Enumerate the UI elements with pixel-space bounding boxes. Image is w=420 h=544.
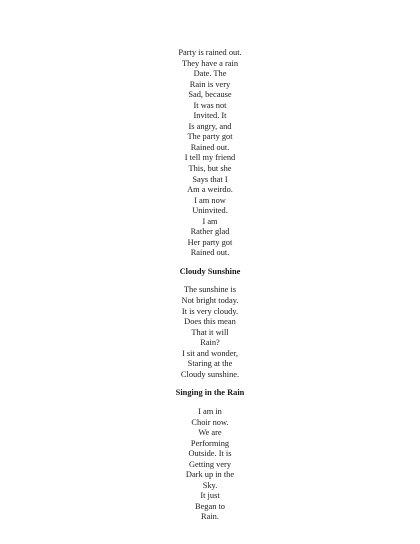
- poem-line: They have a rain: [181, 58, 239, 68]
- poem-column: [110, 48, 310, 523]
- poem-line: Her party got: [187, 237, 233, 247]
- poem-line: We are: [198, 428, 222, 438]
- poem-singing-in-the-rain: [110, 407, 310, 523]
- poem-line: The party got: [187, 132, 233, 142]
- poem-line: I am: [202, 216, 218, 226]
- poem-line: I sit and wonder,: [182, 348, 238, 358]
- poem-line: Sky.: [202, 480, 218, 490]
- poem-title-cloudy-sunshine: Cloudy Sunshine: [179, 266, 241, 276]
- poem-line: Am a weirdo.: [187, 185, 233, 195]
- poem-line: Rain?: [200, 338, 220, 348]
- poem-line: Staring at the: [187, 359, 233, 369]
- poem-line: Rain.: [201, 512, 219, 522]
- poem-line: I am now: [194, 195, 226, 205]
- poem-line: Getting very: [188, 459, 232, 469]
- poem-cloudy-sunshine: [110, 285, 310, 380]
- poem-line: It is very cloudy.: [181, 306, 239, 316]
- poem-line: The sunshine is: [183, 285, 237, 295]
- poem-line: Rained out.: [190, 142, 230, 152]
- poem-line: This, but she: [188, 164, 232, 174]
- poem-line: Dark up in the: [185, 470, 235, 480]
- poem-line: Choir now.: [191, 417, 229, 427]
- poem-line: Party is rained out.: [178, 48, 242, 57]
- poem-title-singing-in-the-rain: Singing in the Rain: [175, 388, 245, 398]
- poem-line: It just: [200, 491, 220, 501]
- poem-line: It was not: [193, 100, 227, 110]
- poem-line: I am in: [198, 406, 222, 416]
- poem-line: Says that I: [192, 174, 228, 184]
- poem-line: Uninvited.: [192, 206, 228, 216]
- poem-line: Rain is very: [189, 79, 231, 89]
- poem-line: Rained out.: [190, 248, 230, 258]
- poem-line: Invited. It: [193, 111, 227, 121]
- poem-line: Outside. It is: [188, 449, 232, 459]
- poem-line: Began to: [194, 501, 225, 511]
- poem-line: Date. The: [193, 69, 227, 79]
- poem-line: I tell my friend: [184, 153, 236, 163]
- poem-rained-out: [110, 48, 310, 259]
- poem-line: That it will: [191, 327, 229, 337]
- poem-line: Rather glad: [190, 227, 230, 237]
- poem-line: Cloudy sunshine.: [180, 369, 240, 379]
- poem-line: Sad, because: [188, 90, 232, 100]
- poem-line: Is angry, and: [188, 121, 232, 131]
- poem-line: Not bright today.: [181, 296, 239, 306]
- poem-line: Performing: [190, 438, 230, 448]
- poem-line: Does this mean: [184, 317, 236, 327]
